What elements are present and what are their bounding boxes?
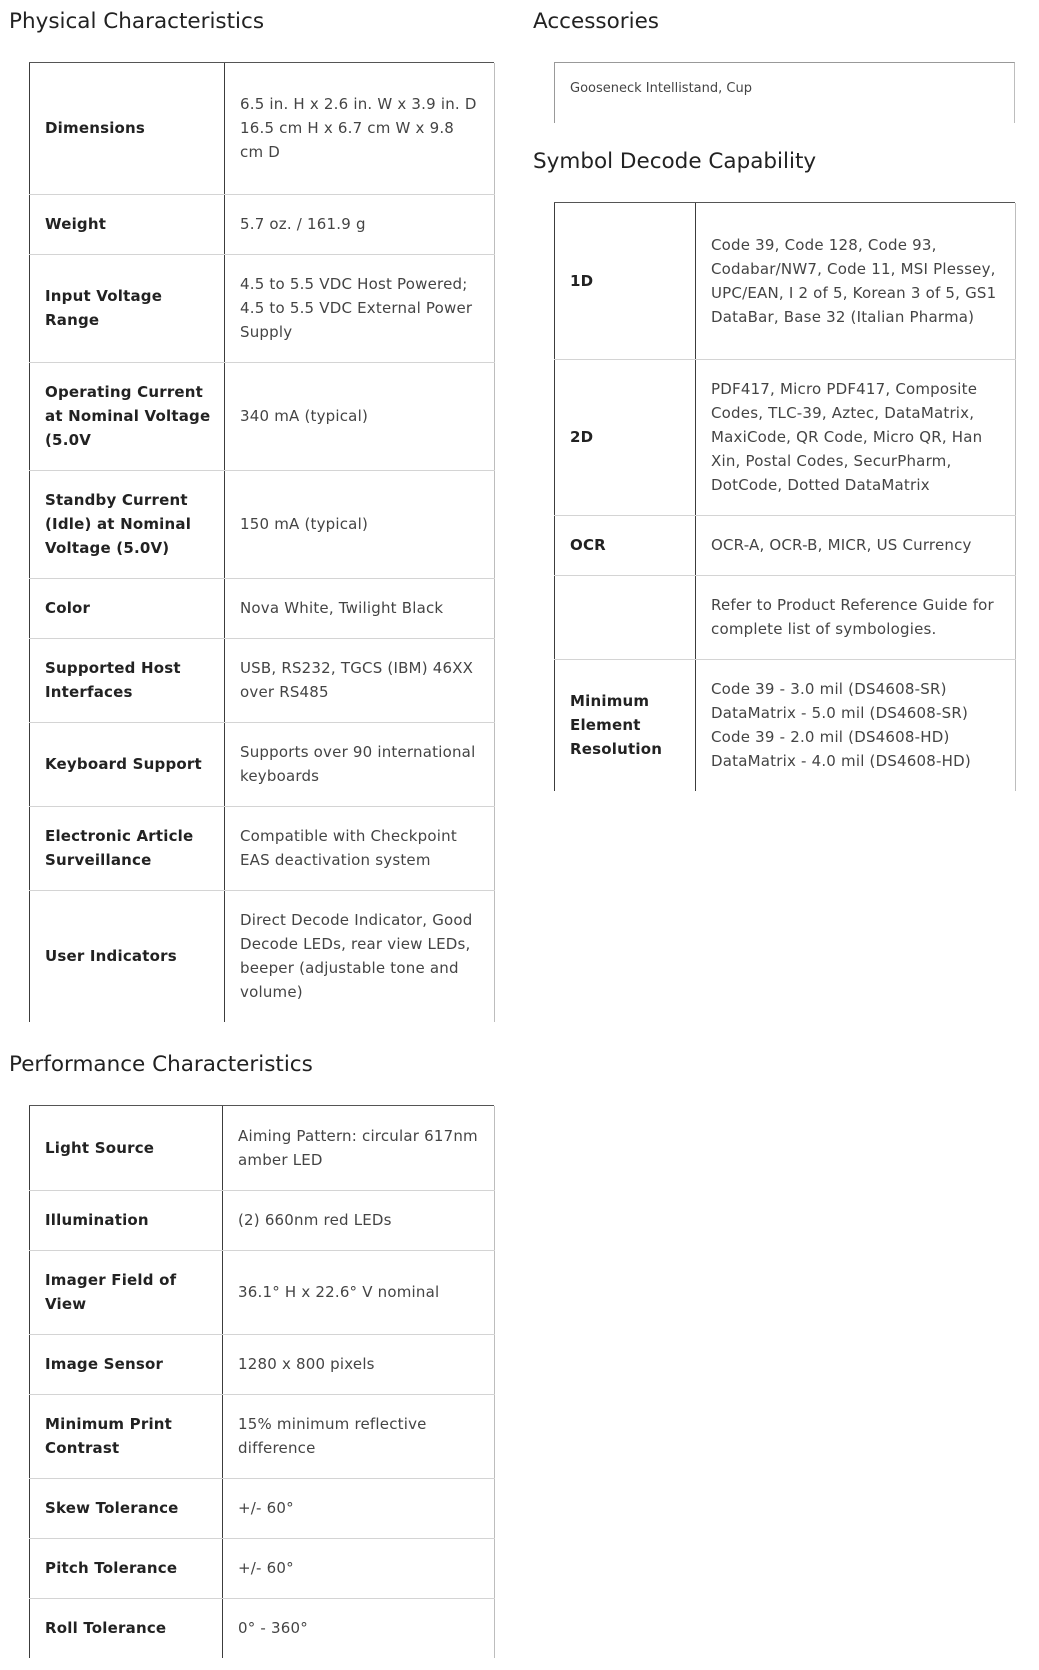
- accessories-box: [554, 62, 1015, 123]
- spec-value: 150 mA (typical): [225, 470, 495, 578]
- spec-label: Electronic Article Surveillance: [30, 806, 225, 890]
- spec-value: Code 39, Code 128, Code 93, Codabar/NW7, Code 11, MSI Plessey, UPC/EAN, I 2 of 5, Korean 3 of 5, GS1 DataBar, Base 32 (Italian Pharma): [696, 203, 1016, 359]
- spec-value: 1280 x 800 pixels: [223, 1334, 495, 1394]
- spec-row: [555, 359, 1016, 515]
- spec-value: 6.5 in. H x 2.6 in. W x 3.9 in. D 16.5 cm H x 6.7 cm W x 9.8 cm D: [225, 63, 495, 194]
- spec-row: [555, 203, 1016, 359]
- spec-value: 4.5 to 5.5 VDC Host Powered; 4.5 to 5.5 VDC External Power Supply: [225, 254, 495, 362]
- spec-value: Supports over 90 international keyboards: [225, 722, 495, 806]
- spec-value: 15% minimum reflective difference: [223, 1394, 495, 1478]
- spec-row: [30, 1538, 495, 1598]
- spec-value: Aiming Pattern: circular 617nm amber LED: [223, 1106, 495, 1190]
- spec-row: [30, 1478, 495, 1538]
- spec-row: [30, 1250, 495, 1334]
- spec-label: Standby Current (Idle) at Nominal Voltage (5.0V): [30, 470, 225, 578]
- spec-value: Compatible with Checkpoint EAS deactivation system: [225, 806, 495, 890]
- spec-label: Minimum Print Contrast: [30, 1394, 223, 1478]
- spec-label: [555, 575, 696, 659]
- spec-label: Skew Tolerance: [30, 1478, 223, 1538]
- spec-row: [30, 722, 495, 806]
- spec-label: Imager Field of View: [30, 1250, 223, 1334]
- spec-row: [30, 578, 495, 638]
- spec-label: Light Source: [30, 1106, 223, 1190]
- spec-value: OCR-A, OCR-B, MICR, US Currency: [696, 515, 1016, 575]
- spec-label: Supported Host Interfaces: [30, 638, 225, 722]
- spec-label: Input Voltage Range: [30, 254, 225, 362]
- spec-row: [30, 638, 495, 722]
- spec-row: [30, 1106, 495, 1190]
- spec-label: OCR: [555, 515, 696, 575]
- spec-label: Illumination: [30, 1190, 223, 1250]
- spec-label: Roll Tolerance: [30, 1598, 223, 1658]
- spec-value: Direct Decode Indicator, Good Decode LEDs, rear view LEDs, beeper (adjustable tone and volume): [225, 890, 495, 1022]
- spec-row: [30, 806, 495, 890]
- spec-value: 340 mA (typical): [225, 362, 495, 470]
- spec-value: 36.1° H x 22.6° V nominal: [223, 1250, 495, 1334]
- spec-value: USB, RS232, TGCS (IBM) 46XX over RS485: [225, 638, 495, 722]
- spec-label: Pitch Tolerance: [30, 1538, 223, 1598]
- spec-label: Weight: [30, 194, 225, 254]
- spec-value: Nova White, Twilight Black: [225, 578, 495, 638]
- spec-value: (2) 660nm red LEDs: [223, 1190, 495, 1250]
- spec-row: [30, 470, 495, 578]
- spec-label: 1D: [555, 203, 696, 359]
- spec-row: [30, 63, 495, 194]
- spec-label: Dimensions: [30, 63, 225, 194]
- spec-row: [30, 1334, 495, 1394]
- performance-characteristics-table: [29, 1106, 495, 1658]
- spec-row: [30, 1394, 495, 1478]
- accessories-value: Gooseneck Intellistand, Cup: [570, 81, 752, 96]
- spec-row: [30, 1598, 495, 1658]
- spec-row: [555, 515, 1016, 575]
- spec-value: 5.7 oz. / 161.9 g: [225, 194, 495, 254]
- spec-row: [30, 254, 495, 362]
- physical-characteristics-table: [29, 63, 495, 1022]
- spec-value: +/- 60°: [223, 1478, 495, 1538]
- spec-row: [30, 362, 495, 470]
- spec-value: 0° - 360°: [223, 1598, 495, 1658]
- physical-characteristics-heading: Physical Characteristics: [9, 9, 265, 34]
- spec-row: [555, 659, 1016, 791]
- spec-value: Code 39 - 3.0 mil (DS4608-SR) DataMatrix - 5.0 mil (DS4608-SR) Code 39 - 2.0 mil (DS4608-HD) DataMatrix - 4.0 mil (DS4608-HD): [696, 659, 1016, 791]
- spec-value: +/- 60°: [223, 1538, 495, 1598]
- accessories-heading: Accessories: [533, 9, 659, 34]
- spec-row: [30, 890, 495, 1022]
- performance-characteristics-heading: Performance Characteristics: [9, 1052, 313, 1077]
- spec-row: [555, 575, 1016, 659]
- spec-row: [30, 1190, 495, 1250]
- symbol-decode-table: [554, 203, 1016, 791]
- spec-label: 2D: [555, 359, 696, 515]
- spec-value: Refer to Product Reference Guide for complete list of symbologies.: [696, 575, 1016, 659]
- spec-value: PDF417, Micro PDF417, Composite Codes, TLC-39, Aztec, DataMatrix, MaxiCode, QR Code, Micro QR, Han Xin, Postal Codes, SecurPharm, DotCode, Dotted DataMatrix: [696, 359, 1016, 515]
- spec-label: Color: [30, 578, 225, 638]
- spec-label: Keyboard Support: [30, 722, 225, 806]
- spec-label: Minimum Element Resolution: [555, 659, 696, 791]
- spec-label: Operating Current at Nominal Voltage (5.0V: [30, 362, 225, 470]
- symbol-decode-heading: Symbol Decode Capability: [533, 149, 817, 174]
- spec-label: User Indicators: [30, 890, 225, 1022]
- spec-label: Image Sensor: [30, 1334, 223, 1394]
- spec-row: [30, 194, 495, 254]
